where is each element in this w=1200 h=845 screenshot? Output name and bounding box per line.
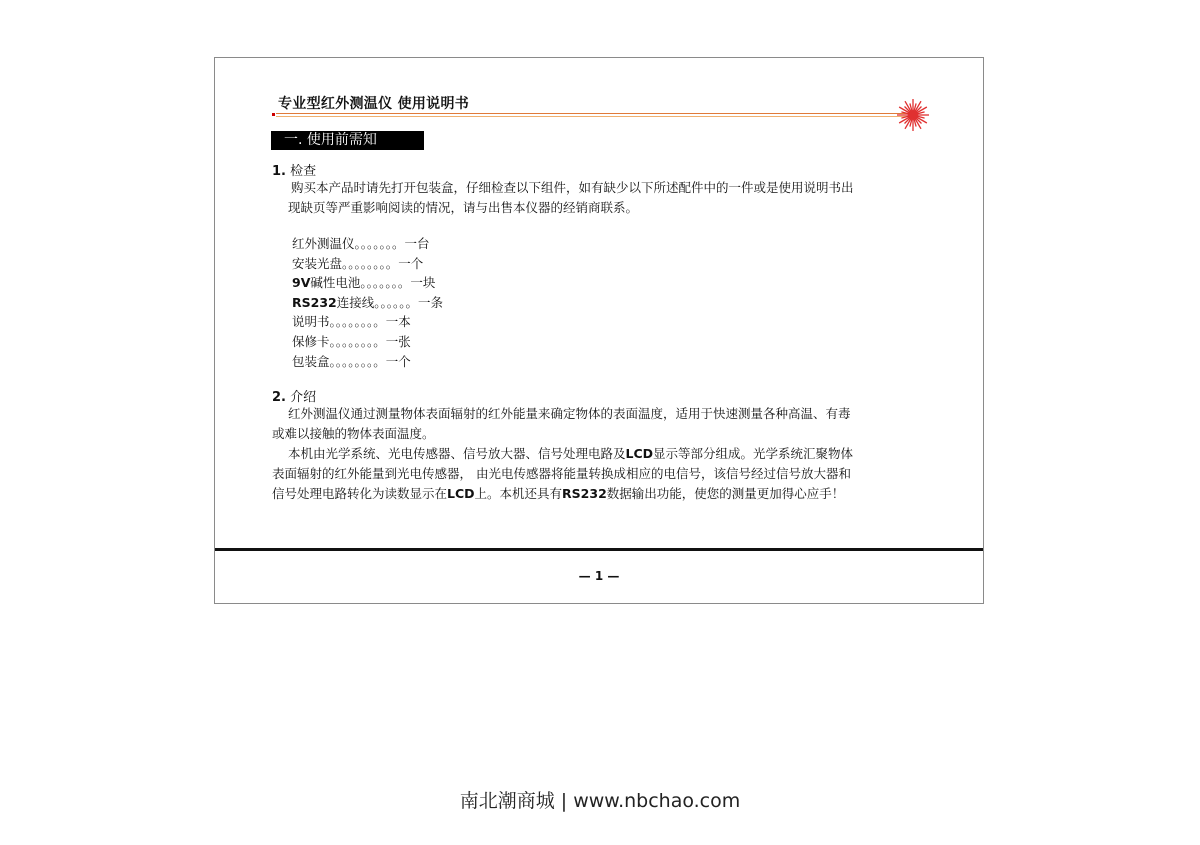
component-name: 说明书 [292, 314, 330, 330]
component-list-item [292, 273, 443, 293]
document-title: 专业型红外测温仪 使用说明书 [278, 96, 470, 112]
check-paragraph-line: 购买本产品时请先打开包装盒，仔细检查以下组件，如有缺少以下所述配件中的一件或是使用说明书出 [291, 180, 854, 195]
component-leader-dots: 。。。。。。 [374, 294, 419, 310]
intro-text-bold: LCD [625, 446, 654, 461]
component-name: 包装盒 [292, 353, 330, 369]
header-rule-line-lower [276, 116, 912, 117]
component-list-item [292, 312, 443, 332]
component-list-item [292, 254, 443, 274]
section-heading: 一. 使用前需知 [271, 131, 424, 150]
intro-number: 2. [272, 390, 286, 405]
component-list-item [292, 352, 443, 372]
check-paragraph-line: 现缺页等严重影响阅读的情况，请与出售本仪器的经销商联系。 [288, 200, 639, 215]
component-leader-dots: 。。。。。。。。 [342, 255, 399, 271]
intro-paragraph-1 [272, 404, 932, 444]
check-title: 检查 [290, 164, 317, 179]
intro-text: 上。本机还具有 [474, 486, 563, 501]
component-quantity: 一块 [410, 275, 436, 291]
component-name: 保修卡 [292, 333, 330, 349]
component-quantity: 一台 [404, 236, 430, 251]
starburst-core [908, 110, 918, 120]
check-paragraph [272, 178, 932, 218]
intro-paragraph-line: 红外测温仪通过测量物体表面辐射的红外能量来确定物体的表面温度，适用于快速测量各种高温、有毒 [288, 406, 851, 421]
intro-paragraph-line [272, 484, 932, 504]
intro-text: 信号处理电路转化为读数显示在 [272, 486, 448, 501]
component-leader-dots: 。。。。。。。 [354, 236, 405, 251]
component-leader-dots: 。。。。。。。 [360, 275, 411, 291]
check-heading [272, 160, 316, 179]
component-list [292, 234, 443, 371]
site-footer: 南北潮商城 | www.nbchao.com [459, 790, 741, 812]
component-quantity: 一个 [398, 255, 424, 271]
page-number: — 1 — [578, 569, 620, 583]
component-leader-dots: 。。。。。。。。 [329, 314, 386, 330]
component-quantity: 一条 [418, 294, 444, 310]
starburst-icon [896, 98, 930, 132]
intro-paragraph-line: 或难以接触的物体表面温度。 [272, 426, 435, 441]
header-rule-dot [272, 113, 275, 116]
intro-paragraph-2 [272, 444, 932, 504]
component-name: 连接线 [336, 294, 375, 310]
footer-rule [215, 548, 983, 551]
component-list-item [292, 332, 443, 352]
intro-heading [272, 386, 316, 405]
component-name: 红外测温仪 [292, 236, 355, 251]
component-name: 安装光盘 [292, 255, 343, 271]
component-quantity: 一张 [385, 333, 411, 349]
component-prefix: RS232 [292, 294, 337, 310]
intro-text-bold: RS232 [562, 486, 607, 501]
intro-text: 显示等部分组成。光学系统汇聚物体 [653, 446, 854, 461]
component-name: 碱性电池 [310, 275, 361, 291]
intro-paragraph-line: 表面辐射的红外能量到光电传感器， 由光电传感器将能量转换成相应的电信号，该信号经过信号放大器和 [272, 466, 851, 481]
component-list-item [292, 293, 443, 313]
component-prefix: 9V [292, 275, 311, 291]
header-rule [272, 113, 912, 117]
intro-paragraph-line [272, 444, 932, 464]
component-leader-dots: 。。。。。。。。 [329, 333, 386, 349]
component-quantity: 一个 [385, 353, 411, 369]
component-list-item [292, 234, 443, 254]
intro-text-bold: LCD [447, 486, 475, 501]
check-number: 1. [272, 164, 286, 179]
intro-text: 本机由光学系统、光电传感器、信号放大器、信号处理电路及 [288, 446, 626, 461]
manual-page [214, 57, 984, 604]
header-rule-line [276, 113, 912, 114]
component-quantity: 一本 [385, 314, 411, 330]
intro-title: 介绍 [290, 390, 317, 405]
component-leader-dots: 。。。。。。。。 [329, 353, 386, 369]
intro-text: 数据输出功能，使您的测量更加得心应手！ [606, 486, 845, 501]
